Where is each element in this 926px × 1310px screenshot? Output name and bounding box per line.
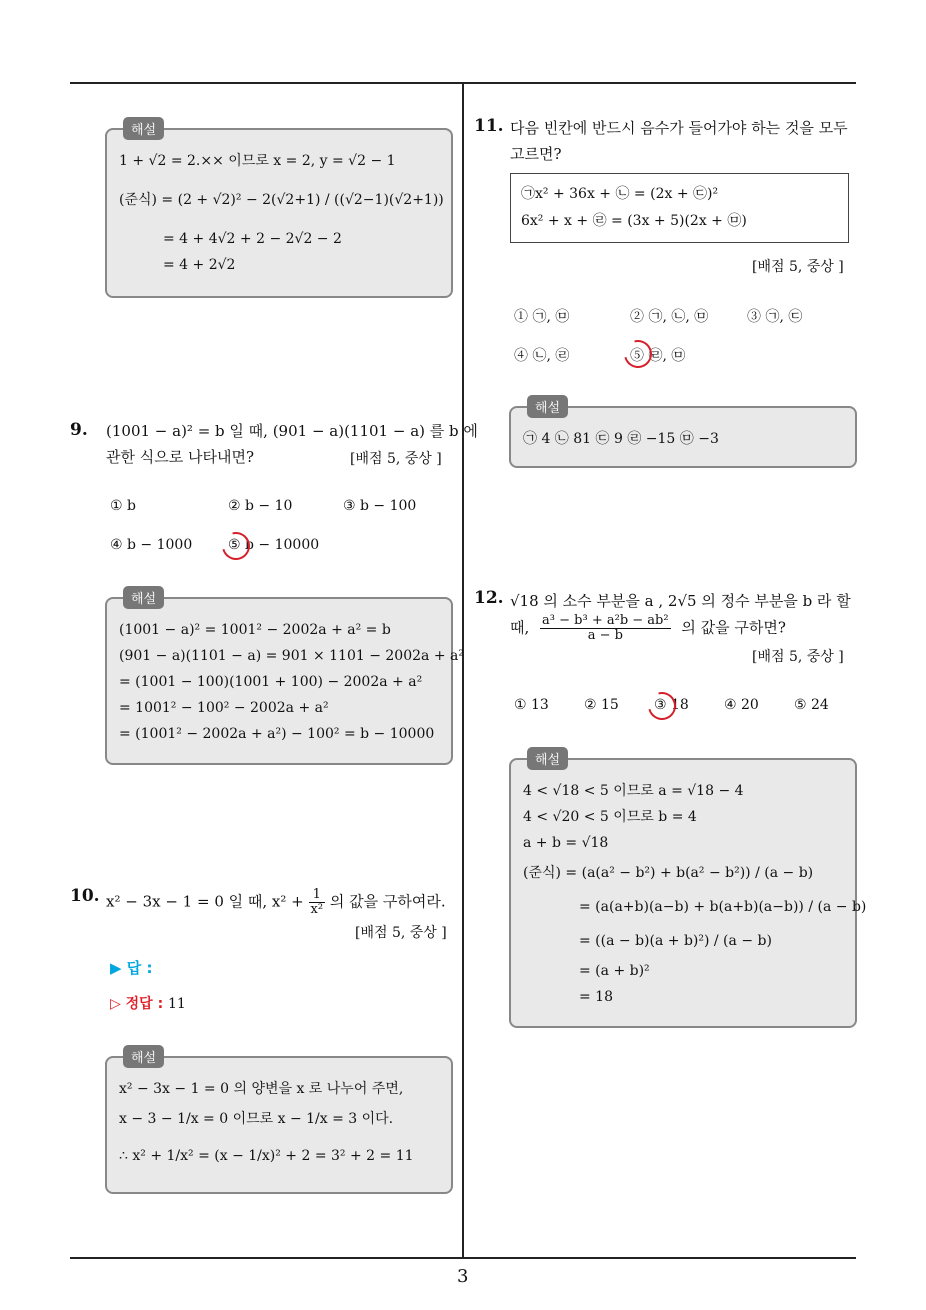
q11-answer-mark	[619, 335, 657, 373]
q9-text-line2: 관한 식으로 나타내면?	[106, 448, 254, 466]
q12-text-b: 의 값을 구하면?	[681, 618, 786, 637]
q12-sol-line: = (a(a+b)(a−b) + b(a+b)(a−b)) / (a − b)	[579, 899, 867, 915]
q10-frac-numerator: 1	[309, 888, 326, 903]
q11-choice-1[interactable]: ① ㉠, ㉤	[514, 309, 570, 325]
bottom-rule	[70, 1257, 856, 1259]
q8-sol-line: (준식) = (2 + √2)² − 2(√2+1) / ((√2−1)(√2+1))	[119, 192, 444, 208]
q9-score: [배점 5, 중상 ]	[350, 451, 442, 467]
q8-sol-line: = 4 + 4√2 + 2 − 2√2 − 2	[163, 231, 342, 247]
q8-sol-line: 1 + √2 = 2.×× 이므로 x = 2, y = √2 − 1	[119, 153, 396, 169]
q12-sol-line: = (a + b)²	[579, 963, 650, 979]
q12-sol-line: 4 < √18 < 5 이므로 a = √18 − 4	[523, 783, 744, 799]
q9-text-line1: (1001 − a)² = b 일 때, (901 − a)(1101 − a) 를 b 에	[106, 422, 478, 440]
q10-sol-line: x² − 3x − 1 = 0 의 양변을 x 로 나누어 주면,	[119, 1081, 404, 1097]
q10-fraction	[309, 888, 326, 917]
q11-solution-box	[509, 401, 857, 468]
q9-solution-box	[105, 592, 464, 765]
q8-solution-box	[105, 123, 453, 298]
q9-choice-4[interactable]: ④ b − 1000	[110, 537, 193, 553]
q11-sol-line: ㉠ 4 ㉡ 81 ㉢ 9 ㉣ −15 ㉤ −3	[523, 431, 719, 447]
q9-choice-2[interactable]: ② b − 10	[228, 498, 293, 514]
q12-frac-denominator: a − b	[587, 628, 623, 643]
q10-text	[106, 888, 446, 917]
solution-tag: 해설	[123, 586, 164, 609]
q12-choice-3[interactable]: ③ 18	[654, 697, 689, 713]
q12-number: 12.	[474, 588, 504, 608]
q9-sol-line: = (1001² − 2002a + a²) − 100² = b − 10000	[119, 726, 435, 742]
q11-choice-3[interactable]: ③ ㉠, ㉢	[747, 309, 803, 325]
q12-choice-5[interactable]: ⑤ 24	[794, 697, 829, 713]
q10-score: [배점 5, 중상 ]	[355, 925, 447, 941]
q11-choice-2[interactable]: ② ㉠, ㉡, ㉤	[630, 309, 709, 325]
q9-choice-1[interactable]: ① b	[110, 498, 136, 514]
q12-text-a: 때,	[510, 618, 530, 637]
q10-correct	[110, 993, 186, 1013]
q10-text-b: 의 값을 구하여라.	[329, 892, 446, 911]
q11-text-line2: 고르면?	[510, 145, 562, 163]
q10-answer-field[interactable]: ▶ 답 :	[110, 959, 153, 977]
q12-answer-mark	[643, 687, 681, 725]
q9-sol-line: (1001 − a)² = 1001² − 2002a + a² = b	[119, 622, 391, 638]
q12-frac-numerator: a³ − b³ + a²b − ab²	[542, 613, 669, 628]
q12-text-line2	[510, 614, 786, 643]
q9-sol-line: = 1001² − 100² − 2002a + a²	[119, 700, 329, 716]
solution-tag: 해설	[123, 1045, 164, 1068]
q12-choice-2[interactable]: ② 15	[584, 697, 619, 713]
q12-sol-line: a + b = √18	[523, 835, 609, 851]
q12-score: [배점 5, 중상 ]	[752, 649, 844, 665]
q9-answer-mark	[217, 527, 255, 565]
q12-choice-1[interactable]: ① 13	[514, 697, 549, 713]
q11-condition-box	[510, 173, 849, 243]
solution-tag: 해설	[527, 747, 568, 770]
q9-choice-3[interactable]: ③ b − 100	[343, 498, 417, 514]
q10-text-a: x² − 3x − 1 = 0 일 때, x² +	[106, 892, 304, 911]
q9-sol-line: = (1001 − 100)(1001 + 100) − 2002a + a²	[119, 674, 423, 690]
q9-number: 9.	[70, 420, 88, 440]
q10-frac-denominator: x²	[310, 902, 324, 917]
q11-choice-5[interactable]: ⑤ ㉣, ㉤	[630, 348, 686, 364]
q12-text-line1: √18 의 소수 부분을 a , 2√5 의 정수 부분을 b 라 할	[510, 592, 851, 610]
q12-choice-4[interactable]: ④ 20	[724, 697, 759, 713]
page-number: 3	[457, 1266, 469, 1287]
q11-box-line1: ㉠x² + 36x + ㉡ = (2x + ㉢)²	[521, 186, 719, 202]
q10-sol-line: x − 3 − 1/x = 0 이므로 x − 1/x = 3 이다.	[119, 1111, 394, 1127]
q11-score: [배점 5, 중상 ]	[752, 259, 844, 275]
q9-sol-line: (901 − a)(1101 − a) = 901 × 1101 − 2002a + a²	[119, 648, 464, 664]
q8-sol-line: = 4 + 2√2	[163, 257, 236, 273]
q9-choice-5[interactable]: ⑤ b − 10000	[228, 537, 320, 553]
q10-number: 10.	[70, 886, 100, 906]
q12-sol-line: 4 < √20 < 5 이므로 b = 4	[523, 809, 697, 825]
q11-number: 11.	[474, 116, 504, 136]
solution-tag: 해설	[527, 395, 568, 418]
q10-solution-box	[105, 1051, 453, 1194]
q12-sol-line: (준식) = (a(a² − b²) + b(a² − b²)) / (a − b)	[523, 865, 814, 881]
q12-solution-box	[509, 753, 867, 1028]
q12-fraction	[540, 614, 671, 643]
q10-sol-line: ∴ x² + 1/x² = (x − 1/x)² + 2 = 3² + 2 = 11	[119, 1148, 414, 1164]
q12-sol-line: = 18	[579, 989, 613, 1005]
q11-box-line2: 6x² + x + ㉣ = (3x + 5)(2x + ㉤)	[521, 213, 747, 229]
q12-sol-line: = ((a − b)(a + b)²) / (a − b)	[579, 933, 772, 949]
q11-choice-4[interactable]: ④ ㉡, ㉣	[514, 348, 570, 364]
q11-text-line1: 다음 빈칸에 반드시 음수가 들어가야 하는 것을 모두	[510, 119, 848, 137]
q10-correct-label: ▷ 정답 :	[110, 996, 164, 1012]
solution-tag: 해설	[123, 117, 164, 140]
q10-correct-value: 11	[167, 996, 186, 1012]
